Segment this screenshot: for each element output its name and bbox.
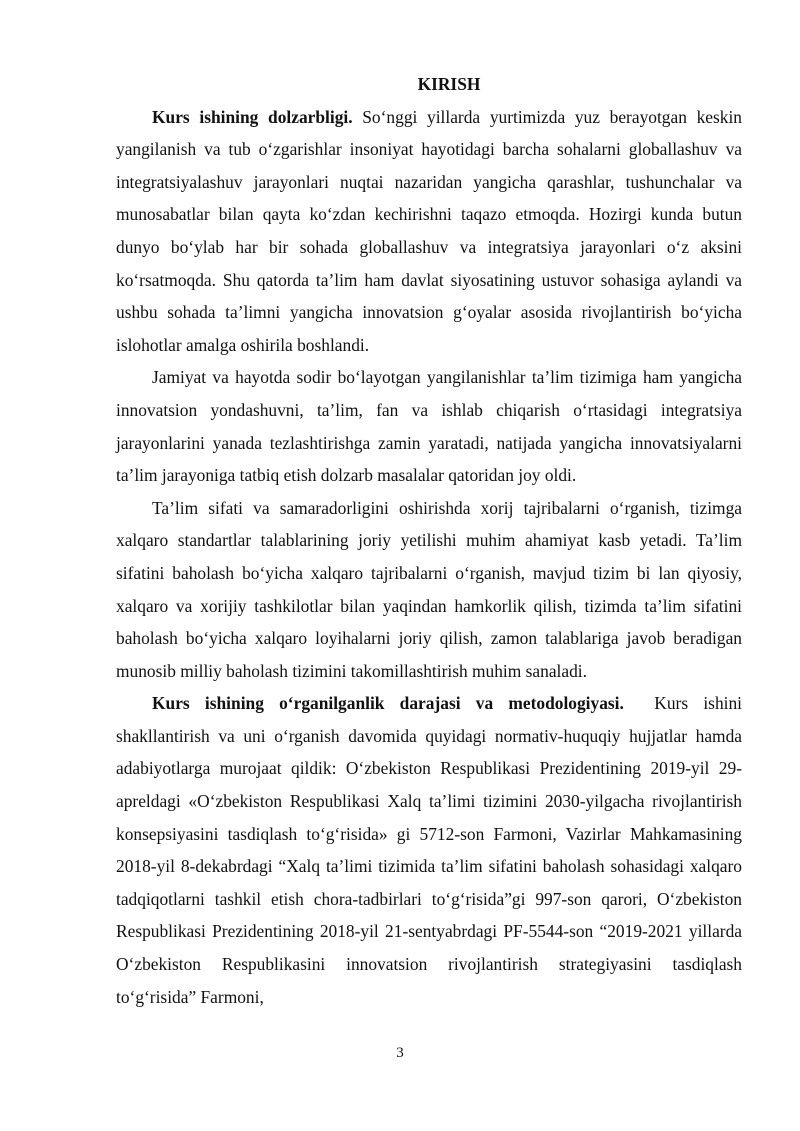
paragraph-text: Kurs ishini shakllantirish va uni o‘rganish davomida quyidagi normativ-huquqiy hujjatlar hamda adabiyotlarga murojaat qildik: O‘zbekiston Respublikasi Prezidentining 2019-yil 29-apreldagi «O‘zbekiston Respublikasi Xalq ta’limi tizimini 2030-yilgacha rivojlantirish konsepsiyasini tasdiqlash to‘g‘risida» gi 5712-son Farmoni, Vazirlar Mahkamasining 2018-yil 8-dekabrdagi “Xalq ta’limi tizimida ta’lim sifatini baholash sohasidagi xalqaro tadqiqotlarni tashkil etish chora-tadbirlari to‘g‘risida”gi 997-son qarori, O‘zbekiston Respublikasi Prezidentining 2018-yil 21-sentyabrdagi PF-5544-son “2019-2021 yillarda O‘zbekiston Respublikasini innovatsion rivojlantirish strategiyasini tasdiqlash to‘g‘risida” Farmoni, [116, 693, 747, 1007]
page-number: 3 [396, 1045, 404, 1061]
document-page [116, 68, 747, 1013]
paragraph-text: So‘nggi yillarda yurtimizda yuz berayotgan keskin yangilanish va tub o‘zgarishlar insoniyat hayotidagi barcha sohalarni globallashuv va integratsiyalashuv jarayonlari nuqtai nazaridan yangicha qarashlar, tushunchalar va munosabatlar bilan qayta ko‘zdan kechirishni taqazo etmoqda. Hozirgi kunda butun dunyo bo‘ylab har bir sohada globallashuv va integratsiya jarayonlari o‘z aksini ko‘rsatmoqda. Shu qatorda ta’lim ham davlat siyosatining ustuvor sohasiga aylandi va ushbu sohada ta’limni yangicha innovatsion g‘oyalar asosida rivojlantirish bo‘yicha islohotlar amalga oshirila boshlandi. [116, 106, 742, 355]
page-title: KIRISH [417, 74, 481, 94]
paragraph-text: Ta’lim sifati va samaradorligini oshirishda xorij tajribalarni o‘rganish, tizimga xalqaro standartlar talablarining joriy yetilishi muhim ahamiyat kasb yetadi. Ta’lim sifatini baholash bo‘yicha xalqaro tajribalarni o‘rganish, mavjud tizim bi lan qiyosiy, xalqaro va xorijiy tashkilotlar bilan yaqindan hamkorlik qilish, tizimda ta’lim sifatini baholash bo‘yicha xalqaro loyihalarni joriy qilish, zamon talablariga javob beradigan munosib milliy baholash tizimini takomillashtirish muhim sanaladi. [116, 497, 742, 681]
paragraph-relevance [116, 101, 742, 362]
paragraph-quality [116, 492, 742, 688]
paragraph-lead: Kurs ishining dolzarbligi. [152, 106, 353, 127]
paragraph-methodology [116, 687, 747, 1013]
paragraph-lead: Kurs ishining o‘rganilganlik darajasi va metodologiyasi. [152, 693, 624, 714]
paragraph-text: Jamiyat va hayotda sodir bo‘layotgan yangilanishlar ta’lim tizimiga ham yangicha innovatsion yondashuvni, ta’lim, fan va ishlab chiqarish o‘rtasidagi integratsiya jarayonlarini yanada tezlashtirishga zamin yaratadi, natijada yangicha innovatsiyalarni ta’lim jarayoniga tatbiq etish dolzarb masalalar qatoridan joy oldi. [116, 367, 742, 486]
paragraph-society [116, 361, 742, 491]
